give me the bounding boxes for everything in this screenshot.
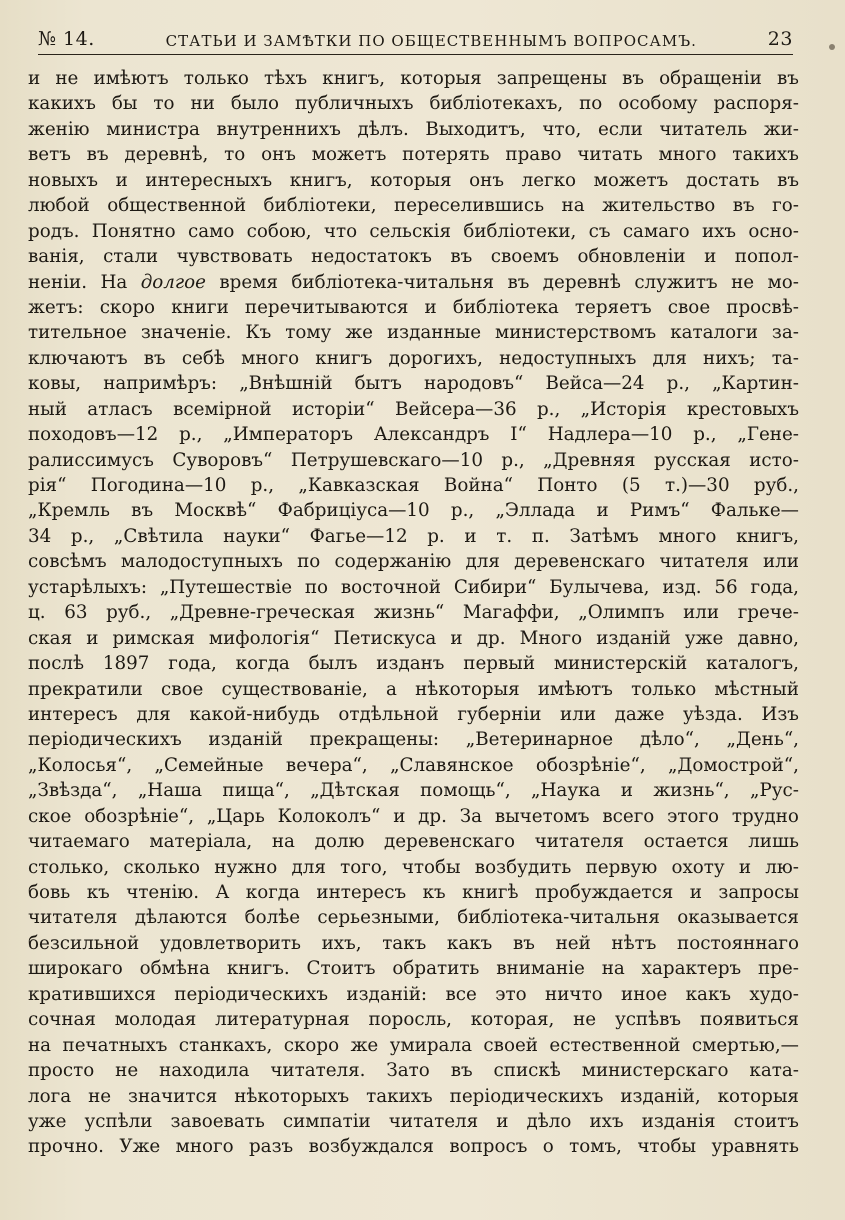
text-line: женiю министра внутреннихъ дѣлъ. Выходитъ, что, если читатель жи- <box>28 118 799 140</box>
text-line: безсильной удовлетворить ихъ, такъ какъ въ ней нѣтъ постояннаго <box>28 932 799 954</box>
text-line: ный атласъ всемiрной исторiи“ Вейсера—36 р., „Исторiя крестовыхъ <box>28 398 799 420</box>
text-line: рiя“ Погодина—10 р., „Кавказская Война“ Понто (5 т.)—30 руб., <box>28 475 799 496</box>
text-line: ская и римская мифологiя“ Петискуса и др. Много изданiй уже давно, <box>28 627 799 649</box>
text-line: новыхъ и интересныхъ книгъ, которыя онъ легко можетъ достать въ <box>28 169 799 191</box>
text-line: столько, сколько нужно для того, чтобы возбудить первую охоту и лю- <box>28 856 799 878</box>
text-line: ковы, напримѣръ: „Внѣшнiй бытъ народовъ“ Вейса—24 р., „Картин- <box>28 373 799 395</box>
running-head <box>38 22 793 55</box>
body-text <box>28 66 799 1160</box>
text-line: ц. 63 руб., „Древне-греческая жизнь“ Магаффи, „Олимпъ или грече- <box>28 602 799 624</box>
text-line: тительное значенiе. Къ тому же изданные министерствомъ каталоги за- <box>28 322 799 344</box>
text-line: бовь къ чтенiю. А когда интересъ къ книгѣ пробуждается и запросы <box>28 882 799 903</box>
section-title: СТАТЬИ И ЗАМѢТКИ ПО ОБЩЕСТВЕННЫМЪ ВОПРОСАМЪ. <box>165 32 697 50</box>
text-line: ветъ въ деревнѣ, то онъ можетъ потерять право читать много такихъ <box>28 144 799 166</box>
text-line: уже успѣли завоевать симпатiи читателя и дѣло ихъ изданiя стоитъ <box>28 1110 799 1132</box>
text-line: жетъ: скоро книги перечитываются и библiотека теряетъ свое просвѣ- <box>28 296 799 318</box>
text-line: „Колосья“, „Семейные вечера“, „Славянское обозрѣнiе“, „Домострой“, <box>28 754 799 776</box>
text-line: широкаго обмѣна книгъ. Стоитъ обратить вниманiе на характеръ пре- <box>28 958 799 980</box>
text-line: читаемаго матерiала, на долю деревенскаго читателя остается лишь <box>28 831 799 853</box>
text-line: просто не находила читателя. Зато въ спискѣ министерскаго ката- <box>28 1060 799 1082</box>
text-line: устарѣлыхъ: „Путешествiе по восточной Сибири“ Булычева, изд. 56 года, <box>28 576 799 598</box>
text-line: какихъ бы то ни было публичныхъ библiотекахъ, по особому распоря- <box>28 93 799 115</box>
text-line: прочно. Уже много разъ возбуждался вопросъ о томъ, чтобы уравнять <box>28 1136 799 1158</box>
text-line: ненiи. На долгое время библiотека-читальня въ деревнѣ служитъ не мо- <box>28 271 799 293</box>
text-line: „Звѣзда“, „Наша пища“, „Дѣтская помощь“, „Наука и жизнь“, „Рус- <box>28 780 799 802</box>
issue-number: № 14. <box>38 28 95 50</box>
text-line: сочная молодая литературная поросль, которая, не успѣвъ появиться <box>28 1009 799 1031</box>
text-line: ванiя, стали чувствовать недостатокъ въ своемъ обновленiи и попол- <box>28 246 799 268</box>
text-line: родъ. Понятно само собою, что сельскiя библiотеки, съ самаго ихъ осно- <box>28 220 799 242</box>
text-line: ралиссимусъ Суворовъ“ Петрушевскаго—10 р., „Древняя русская исто- <box>28 449 799 471</box>
text-line: „Кремль въ Москвѣ“ Фабрицiуса—10 р., „Эллада и Римъ“ Фальке— <box>28 500 799 522</box>
text-line: 34 р., „Свѣтила науки“ Фагье—12 р. и т. п. Затѣмъ много книгъ, <box>28 525 799 547</box>
text-line: читателя дѣлаются болѣе серьезными, библiотека-читальня оказывается <box>28 907 799 929</box>
page-number: 23 <box>767 28 793 50</box>
text-line: интересъ для какой-нибудь отдѣльной губернiи или даже уѣзда. Изъ <box>28 703 799 725</box>
margin-dot <box>829 44 835 50</box>
text-line: ключаютъ въ себѣ много книгъ дорогихъ, недоступныхъ для нихъ; та- <box>28 347 799 369</box>
text-line: совсѣмъ малодоступныхъ по содержанiю для деревенскаго читателя или <box>28 551 799 573</box>
text-line: кратившихся перiодическихъ изданiй: все это ничто иное какъ худо- <box>28 983 799 1005</box>
text-line: и не имѣютъ только тѣхъ книгъ, которыя запрещены въ обращенiи въ <box>28 68 799 89</box>
text-line: перiодическихъ изданiй прекращены: „Ветеринарное дѣло“, „День“, <box>28 729 799 751</box>
text-line: любой общественной библiотеки, переселившись на жительство въ го- <box>28 195 799 217</box>
text-line: ское обозрѣнiе“, „Царь Колоколъ“ и др. За вычетомъ всего этого трудно <box>28 805 799 827</box>
text-line: на печатныхъ станкахъ, скоро же умирала своей естественной смертью,— <box>28 1034 799 1056</box>
text-line: прекратили свое существованiе, а нѣкоторыя имѣютъ только мѣстный <box>28 678 799 700</box>
text-line: походовъ—12 р., „Императоръ Александръ I“ Надлера—10 р., „Гене- <box>28 424 799 446</box>
text-line: послѣ 1897 года, когда былъ изданъ первый министерскiй каталогъ, <box>28 653 799 675</box>
text-line: лога не значится нѣкоторыхъ такихъ перiодическихъ изданiй, которыя <box>28 1085 799 1107</box>
